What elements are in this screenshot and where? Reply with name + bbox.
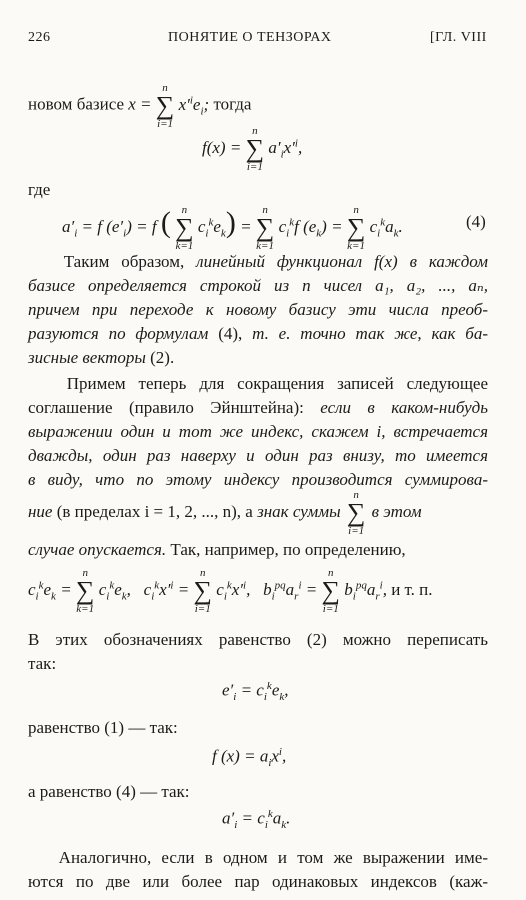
sum-upper: n (82, 567, 88, 579)
text-span: Примем теперь для сокращения записей следующее (66, 374, 488, 393)
para2-line1 (28, 372, 488, 396)
para4-line1 (28, 846, 488, 870)
text-span: Таким образом, (63, 252, 185, 271)
sum-sign (175, 204, 194, 253)
text-italic: разуются по формулам (28, 324, 209, 343)
sigma-glyph: ∑ (346, 498, 366, 528)
sigma-glyph: ∑ (245, 134, 265, 163)
sum-upper: n (162, 81, 168, 94)
sum-lower: k=1 (256, 240, 274, 253)
chapter-label: [ГЛ. VIII (430, 30, 487, 45)
sum-lower: k=1 (175, 240, 194, 253)
formula-4: $a'_i = f$ $(e'_i) = f$ ( n ∑ k=1 $c_i^ke_k$) = n ∑ k=1 $c_i^kf$ $(e_k)$ = n ∑ k=1 $c_i^ka_k$. (62, 204, 403, 253)
sum-upper: n (199, 567, 206, 579)
sum-sign (346, 489, 366, 538)
sum-upper: n (252, 125, 258, 137)
sigma-glyph: ∑ (175, 213, 194, 243)
sum-upper: n (262, 204, 268, 217)
sum-upper: n (328, 567, 334, 579)
text-italic: случае опускается. (28, 540, 167, 559)
text-gde: где (28, 180, 51, 199)
sum-sign (245, 125, 265, 173)
sum-lower: i=1 (194, 603, 211, 615)
para2-line2 (28, 396, 488, 420)
text-italic: линейный функционал f(x) в каждом (196, 252, 489, 271)
text-span: (в пределах i = 1, 2, ..., n), а (56, 502, 253, 521)
sigma-glyph: ∑ (346, 213, 366, 243)
sigma-glyph: ∑ (321, 576, 341, 605)
sum-sign (346, 204, 366, 253)
sum-sign (155, 81, 175, 130)
formula-term: $x'^ie_i$; (178, 94, 210, 118)
text-italic: знак суммы (257, 502, 341, 521)
text-span: Так, например, по определению, (170, 540, 406, 559)
para1-line1 (28, 250, 488, 274)
page-number: 226 (28, 30, 51, 45)
para2-line4: дважды, один раз наверху и один раз внизу, то имеется (28, 446, 488, 465)
para2-line6 (28, 489, 488, 538)
para3-line1: В этих обозначениях равенство (2) можно переписать (28, 630, 488, 649)
sum-sign (75, 567, 95, 615)
formula-fx: f(x) = n ∑ i=1 $a'_ix'^i$, (202, 125, 303, 173)
sum-sign (321, 567, 341, 615)
para1-line2: базисе определяется строкой из n чисел a₁, a₂, ..., aₙ, (28, 276, 488, 295)
para3-line4: а равенство (4) — так: (28, 782, 190, 801)
para1-line5 (28, 346, 174, 370)
sigma-glyph: ∑ (193, 576, 213, 605)
text-span: и т. п. (391, 579, 433, 599)
equation-number: (4) (466, 212, 486, 231)
para3-line2: так: (28, 654, 57, 673)
text-span: Аналогично, если в одном и том же выражении име- (58, 848, 488, 867)
para4-line2: ются по две или более пар одинаковых индексов (каж- (28, 872, 488, 891)
sigma-glyph: ∑ (155, 90, 175, 120)
text-span: (2). (150, 348, 175, 367)
formula-coeffs: $a'_i = c_i^ka_k$. (222, 808, 291, 832)
para2-line5: в виду, что по этому индексу производится суммирова- (28, 470, 488, 489)
sum-sign (193, 567, 213, 615)
sum-lower: i=1 (348, 525, 365, 538)
text-italic: если в каком-нибудь (320, 398, 488, 417)
sum-upper: n (353, 489, 359, 502)
sum-lower: i=1 (322, 603, 339, 615)
sum-upper: n (353, 204, 359, 217)
para1-line3: причем при переходе к новому базису эти числа преоб- (28, 300, 488, 319)
formula-functional: f $(x) = a_ix^i$, (212, 746, 287, 770)
para2-line7 (28, 538, 406, 562)
text-line (28, 81, 252, 130)
text-span: тогда (213, 94, 252, 114)
text-italic: т. е. точно так же, как ба- (252, 324, 489, 343)
formula-basis: $e'_i = c_i^ke_k$, (222, 680, 289, 704)
formula-x: x = (128, 94, 152, 114)
sigma-glyph: ∑ (75, 576, 95, 605)
sum-lower: i=1 (246, 161, 263, 173)
sum-sign (255, 204, 275, 253)
sum-upper: n (181, 204, 188, 217)
sigma-glyph: ∑ (255, 213, 275, 243)
sum-lower: i=1 (157, 117, 174, 130)
text-italic: зисные векторы (28, 348, 146, 367)
running-title: ПОНЯТИЕ О ТЕНЗОРАХ (168, 30, 332, 45)
sum-lower: k=1 (76, 603, 95, 615)
text-italic: в этом (371, 502, 422, 521)
text-span: (4), (218, 324, 243, 343)
para3-line3: равенство (1) — так: (28, 718, 178, 737)
sum-lower: k=1 (347, 240, 365, 253)
formula-einstein-examples: $c_i^ke_k$ = n ∑ k=1 $c_i^ke_k$, $c_i^kx'^i$ = n ∑ i=1 $c_i^kx'^i$, $b_i^{pq}a_r^i$ = n ∑ i=1 $b_i^{pq}a_r^i$, и т. п. (28, 567, 433, 615)
text-italic: ние (28, 502, 53, 521)
text-span: соглашение (правило Эйнштейна): (28, 398, 304, 417)
para2-line3: выражении один и тот же индекс, скажем i, встречается (28, 422, 488, 441)
text-span: новом базисе (28, 94, 124, 114)
para1-line4 (28, 322, 488, 346)
